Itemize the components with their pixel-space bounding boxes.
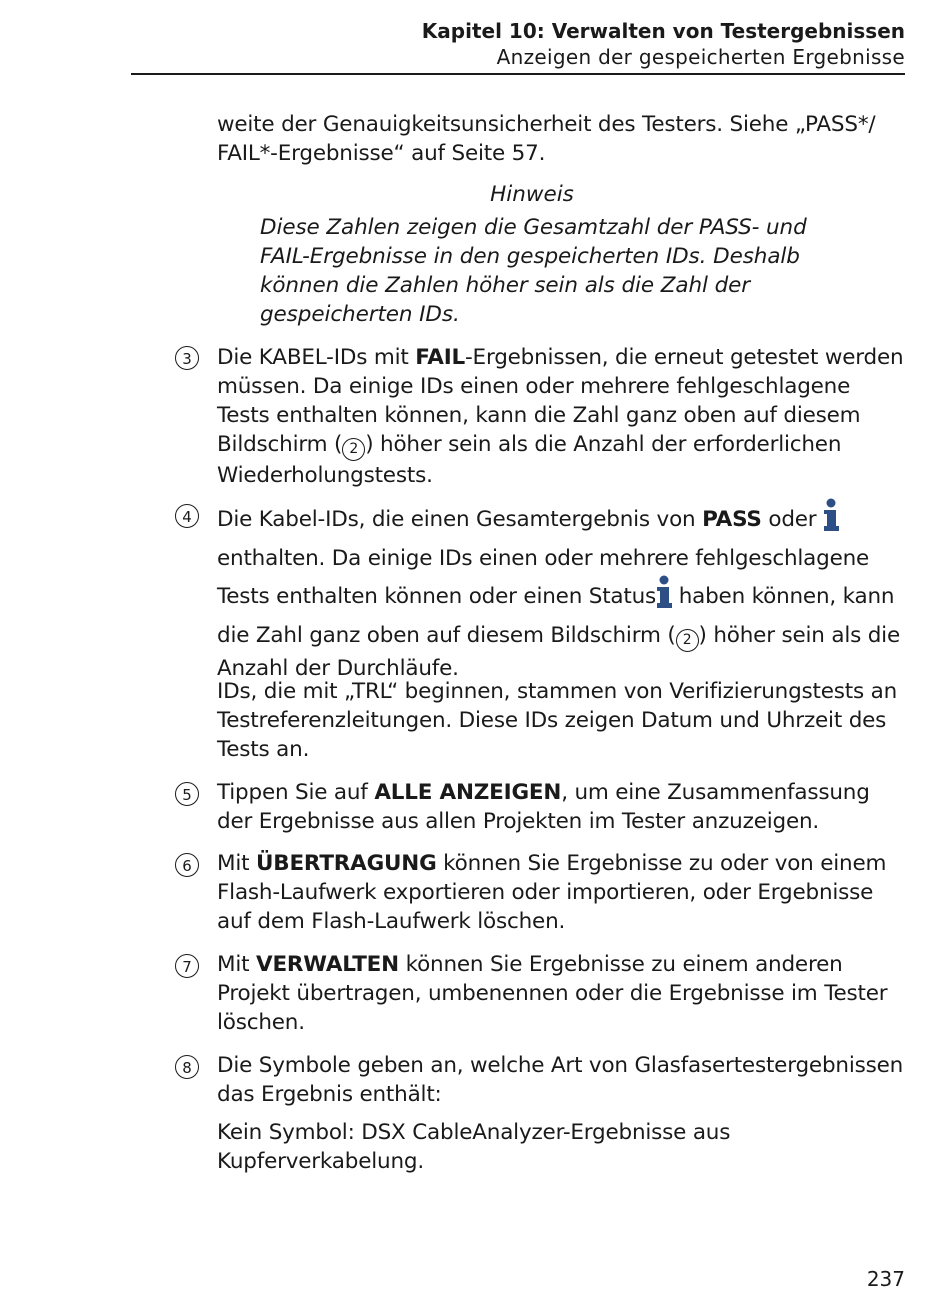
item-6-bold: ÜBERTRAGUNG	[256, 851, 437, 876]
item-6-paragraph	[217, 849, 907, 936]
item-4-text-c: enthalten. Da einige IDs einen oder mehrere fehlgeschlagene Tests enthalten können oder einen Status	[217, 546, 870, 609]
chapter-title: Kapitel 10: Verwalten von Testergebnissen	[421, 19, 905, 43]
running-header	[422, 18, 905, 70]
item-5-bold: ALLE ANZEIGEN	[374, 780, 562, 805]
callout-number-7: 7	[175, 954, 199, 978]
item-4-text-d: haben können, kann die Zahl ganz oben auf diesem Bildschirm (	[217, 584, 895, 648]
callout-number-5: 5	[175, 782, 199, 806]
item-4-text-e: ) höher sein als die Anzahl der Durchläufe.	[217, 623, 900, 681]
item-4-bold: PASS	[702, 507, 762, 532]
callout-ref-2: 2	[676, 629, 699, 652]
intro-line-1: weite der Genauigkeitsunsicherheit des Testers. Siehe „PASS*/	[217, 112, 876, 137]
item-3-text-c: ) höher sein als die Anzahl der erforderlichen Wiederholungstests.	[217, 432, 842, 488]
callout-number-3: 3	[175, 346, 199, 370]
item-6-text-b: können Sie Ergebnisse zu oder von einem Flash-Laufwerk exportieren oder importieren, oder Ergebnisse auf dem Flash-Laufwerk löschen.	[217, 851, 887, 934]
info-icon	[656, 575, 672, 619]
note-text: Diese Zahlen zeigen die Gesamtzahl der PASS- und FAIL-Ergebnisse in den gespeicherten IDs. Deshalb können die Zahlen höher sein als die Zahl der gespeicherten IDs.	[260, 215, 807, 327]
item-8-extra-paragraph: Kein Symbol: DSX CableAnalyzer-Ergebnisse aus Kupferverkabelung.	[217, 1120, 731, 1174]
item-3-text-a: Die KABEL-IDs mit	[217, 345, 416, 370]
item-7-bold: VERWALTEN	[256, 952, 399, 977]
item-5-paragraph	[217, 778, 907, 836]
item-4-text-a: Die Kabel-IDs, die einen Gesamtergebnis von	[217, 507, 703, 532]
item-6-text-a: Mit	[217, 851, 256, 876]
intro-line-2: FAIL*-Ergebnisse“ auf Seite 57.	[217, 141, 546, 166]
callout-number-6: 6	[175, 853, 199, 877]
note-title: Hinweis	[490, 182, 574, 207]
item-5-text-b: , um eine Zusammenfassung der Ergebnisse aus allen Projekten im Tester anzuzeigen.	[217, 780, 870, 834]
item-7-text-b: können Sie Ergebnisse zu einem anderen Projekt übertragen, umbenennen oder die Ergebnisse im Tester löschen.	[217, 952, 888, 1035]
header-rule	[131, 73, 905, 75]
item-7-text-a: Mit	[217, 952, 256, 977]
item-4-text-b: oder	[761, 507, 824, 532]
callout-ref-2: 2	[342, 438, 365, 461]
item-3-bold: FAIL	[415, 345, 465, 370]
item-7-paragraph	[217, 950, 907, 1037]
item-3-paragraph	[217, 343, 907, 490]
intro-paragraph	[217, 110, 917, 168]
info-icon	[823, 498, 839, 542]
item-4-paragraph	[217, 498, 907, 685]
callout-number-4: 4	[175, 504, 199, 528]
callout-number-8: 8	[175, 1055, 199, 1079]
item-3-text-b: -Ergebnissen, die erneut getestet werden müssen. Da einige IDs einen oder mehrere fehlgeschlagene Tests enthalten können, kann die Zahl ganz oben auf diesem Bildschirm (	[217, 345, 904, 457]
item-8-paragraph: Die Symbole geben an, welche Art von Glasfasertestergebnissen das Ergebnis enthält:	[217, 1053, 904, 1107]
page-number: 237	[866, 1267, 905, 1291]
section-title: Anzeigen der gespeicherten Ergebnisse	[496, 45, 905, 69]
item-4-extra-paragraph: IDs, die mit „TRL“ beginnen, stammen von Verifizierungstests an Testreferenzleitungen. Diese IDs zeigen Datum und Uhrzeit des Tests an.	[217, 679, 898, 762]
item-5-text-a: Tippen Sie auf	[217, 780, 375, 805]
